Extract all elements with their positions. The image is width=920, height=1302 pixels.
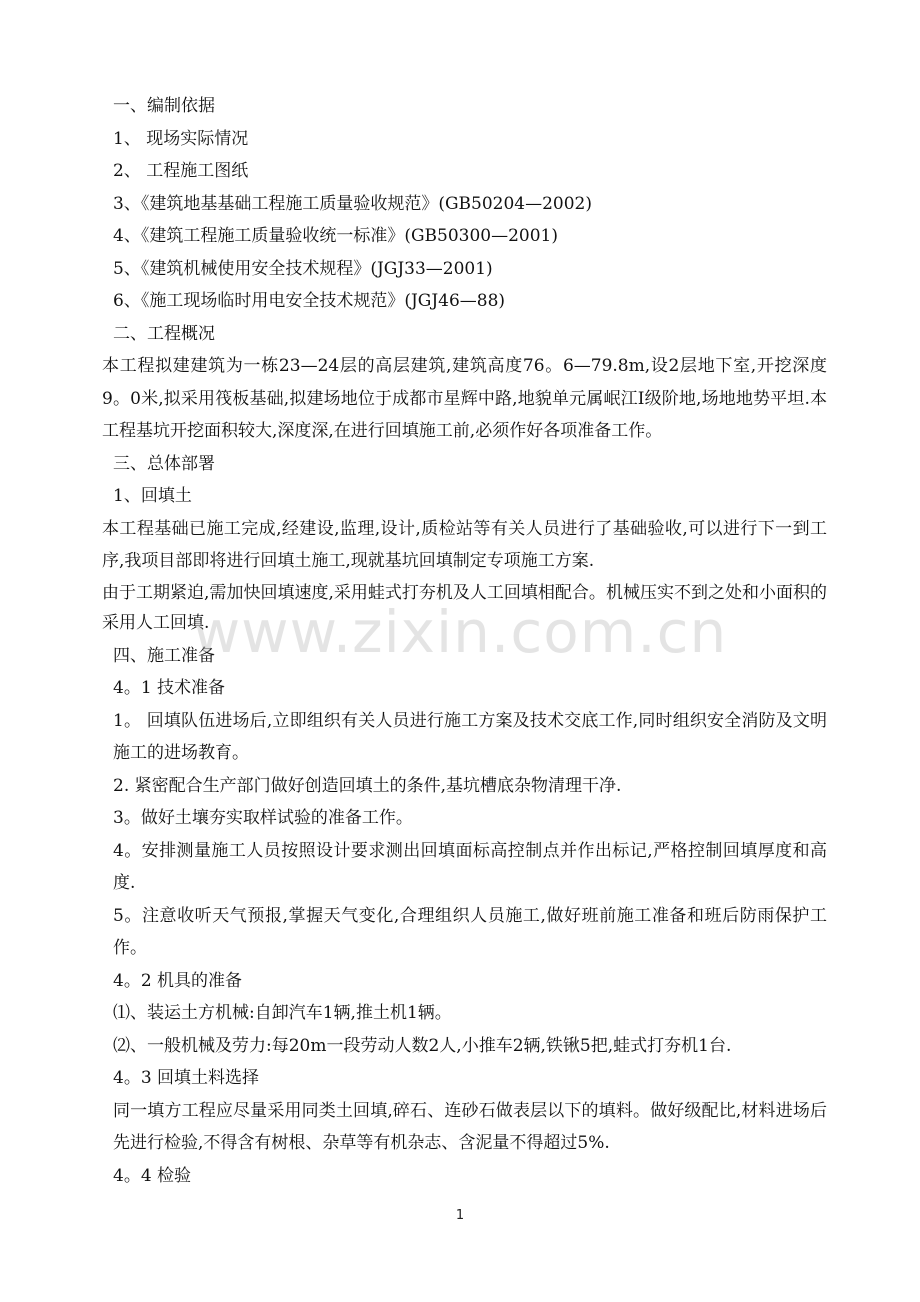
paragraph-machinery-1: ⑴、装运土方机械:自卸汽车1辆,推土机1辆。 xyxy=(113,1003,452,1023)
list-item: 6、《施工现场临时用电安全技术规范》(JGJ46—88) xyxy=(113,291,506,311)
document-body xyxy=(102,90,827,1192)
watermark-text: www.zixin.com.cn xyxy=(192,598,728,666)
paragraph-prep-4: 4。安排测量施工人员按照设计要求测出回填面标高控制点并作出标记,严格控制回填厚度和高度. xyxy=(113,840,827,893)
heading-basis: 一、编制依据 xyxy=(113,96,215,116)
paragraph-prep-1: 1。 回填队伍进场后,立即组织有关人员进行施工方案及技术交底工作,同时组织安全消防及文明施工的进场教育。 xyxy=(113,710,827,763)
heading-overview: 二、工程概况 xyxy=(113,323,215,344)
list-item: 3、《建筑地基基础工程施工质量验收规范》(GB50204—2002) xyxy=(113,193,592,214)
subheading-backfill: 1、回填土 xyxy=(113,486,192,506)
subheading-inspection: 4。4 检验 xyxy=(113,1165,192,1186)
list-item: 1、 现场实际情况 xyxy=(113,128,249,149)
paragraph-prep-5: 5。注意收听天气预报,掌握天气变化,合理组织人员施工,做好班前施工准备和班后防雨保护工作。 xyxy=(113,905,827,958)
list-item: 4、《建筑工程施工质量验收统一标准》(GB50300—2001) xyxy=(113,226,558,246)
subheading-technical: 4。1 技术准备 xyxy=(113,678,226,698)
page-number: 1 xyxy=(455,1208,465,1223)
subheading-material: 4。3 回填土料选择 xyxy=(113,1068,260,1088)
heading-preparation: 四、施工准备 xyxy=(113,645,215,666)
paragraph-schedule: 由于工期紧迫,需加快回填速度,采用蛙式打夯机及人工回填相配合。机械压实不到之处和小面积的采用人工回填. xyxy=(102,582,827,633)
heading-deployment: 三、总体部署 xyxy=(113,453,215,474)
paragraph-prep-2: 2. 紧密配合生产部门做好创造回填土的条件,基坑槽底杂物清理干净. xyxy=(113,775,622,796)
list-item: 5、《建筑机械使用安全技术规程》(JGJ33—2001) xyxy=(113,258,493,279)
paragraph-machinery-2: ⑵、一般机械及劳力:每20m一段劳动人数2人,小推车2辆,铁锹5把,蛙式打夯机1台. xyxy=(113,1035,732,1056)
list-item: 2、 工程施工图纸 xyxy=(113,161,249,181)
paragraph-backfill: 本工程基础已施工完成,经建设,监理,设计,质检站等有关人员进行了基础验收,可以进行下一到工序,我项目部即将进行回填土施工,现就基坑回填制定专项施工方案. xyxy=(102,518,827,571)
paragraph-prep-3: 3。做好土壤夯实取样试验的准备工作。 xyxy=(113,808,413,828)
paragraph-material: 同一填方工程应尽量采用同类土回填,碎石、连砂石做表层以下的填料。做好级配比,材料进场后先进行检验,不得含有树根、杂草等有机杂志、含泥量不得超过5%. xyxy=(113,1100,827,1153)
paragraph-overview: 本工程拟建建筑为一栋23—24层的高层建筑,建筑高度76。6—79.8m,设2层地下室,开挖深度9。0米,拟采用筏板基础,拟建场地位于成都市星辉中路,地貌单元属岷江Ⅰ级阶地,场地地势平坦.本工程基坑开挖面积较大,深度深,在进行回填施工前,必须作好各项准备工作。 xyxy=(102,356,827,441)
subheading-machinery: 4。2 机具的准备 xyxy=(113,970,243,991)
